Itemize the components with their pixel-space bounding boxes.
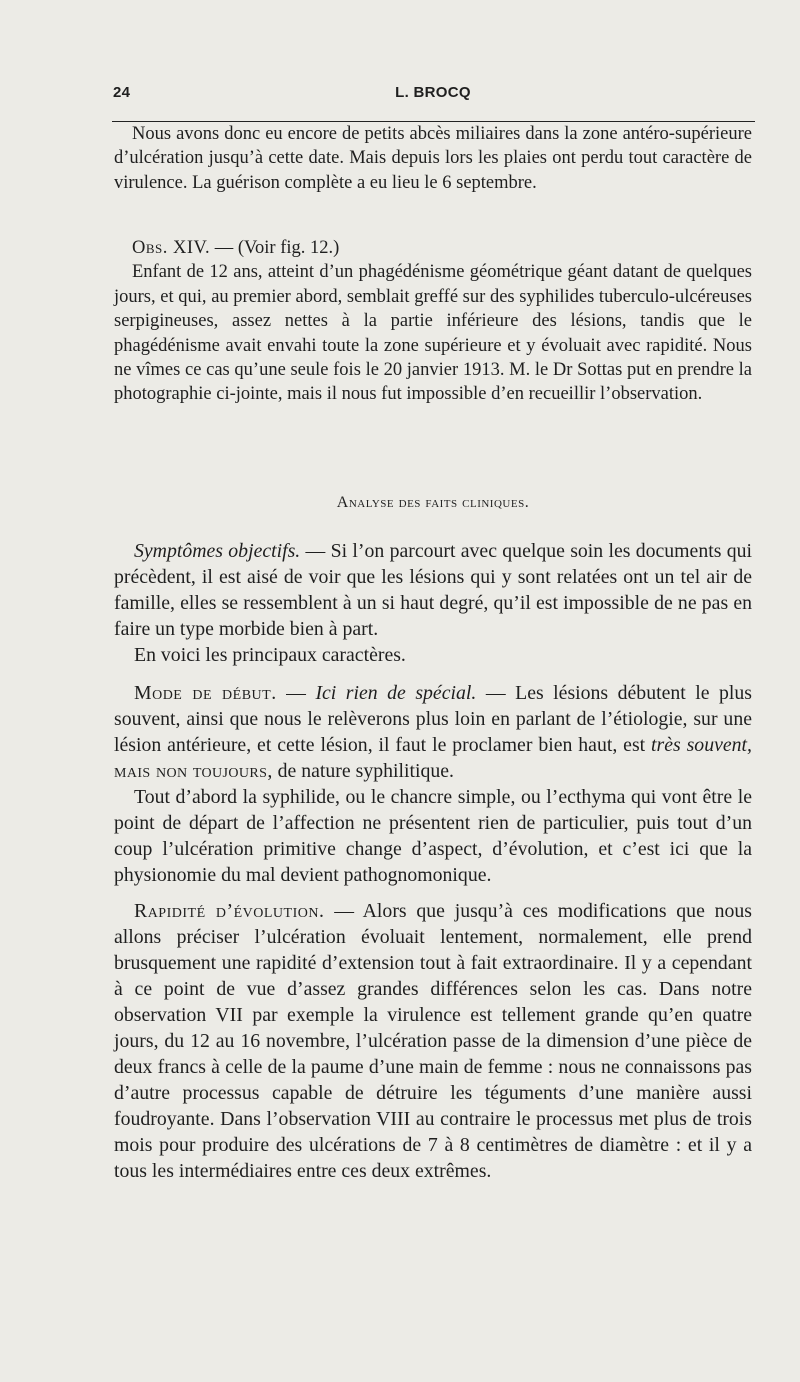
mode-debut-heading: Mode de début. [134,682,277,704]
observation-figure-ref: — (Voir fig. 12.) [210,238,340,258]
mode-debut-text1: — Les lésions débutent le plus souvent, ainsi que nous le relèverons plus loin en parlant de l’étiologie, sur une lésion antérieure, et cette lésion, il faut le proclamer bien haut, est [114,682,753,756]
page-header [113,84,753,114]
intro-paragraph: Nous avons donc eu encore de petits abcès miliaires dans la zone antéro-supérieure d’ulcération jusqu’à cette date. Mais depuis lors les plaies ont perdu tout caractère de virulence. La guérison complète a eu lieu le 6 septembre. [114,124,752,193]
running-head: L. BROCQ [395,84,471,101]
observation-block [114,236,752,407]
section-title [114,494,752,512]
observation-label: Obs. XIV. [132,238,211,258]
symptomes-text: — Si l’on parcourt avec quelque soin les documents qui précèdent, il est aisé de voir que les lésions qui y sont relatées ont un tel air de famille, elles se ressemblent à un si haut degré, qu’il est impossible de ne pas en faire un type morbide bien à part. [114,540,752,640]
mode-debut-paragraph-2: Tout d’abord la syphilide, ou le chancre simple, ou l’ecthyma qui vont être le point de départ de l’affection ne présentent rien de particulier, puis tout d’un coup l’ulcération primitive change d’aspect, d’évolution, et c’est ici que la physionomie du mal devient pathognomonique. [114,786,752,886]
spacer [114,668,752,680]
symptomes-paragraph [114,538,752,642]
mode-debut-dash: — [276,682,316,704]
analysis-block [114,538,752,1184]
rapidite-text: — Alors que jusqu’à ces modifications que nous allons préciser l’ulcération évoluait lentement, normalement, elle prend brusquement une rapidité d’extension tout à fait extraordinaire. Il y a cependant à ce point de vue d’assez grandes différences selon les cas. Dans notre observation VII par exemple la virulence est tellement grande qu’en quatre jours, du 12 au 16 novembre, l’ulcération passe de la dimension d’une pièce de deux francs à celle de la paume d’une main de femme : nous ne connaissons pas d’autre processus capable de détruire les téguments d’une manière aussi foudroyante. Dans l’observation VIII au contraire le processus met plus de trois mois pour produire des ulcérations de 7 à 8 centimètres de diamètre : et il y a tous les intermédiaires entre ces deux extrêmes. [114,900,752,1182]
intro-block [114,122,752,195]
rapidite-paragraph [114,898,752,1184]
symptomes-lead: Symptômes objectifs. [134,540,301,562]
mode-debut-text2: de nature syphilitique. [272,760,454,782]
observation-paragraph: Enfant de 12 ans, atteint d’un phagédénisme géométrique géant datant de quelques jours, et qui, au premier abord, semblait greffé sur des syphilides tuberculo-ulcéreuses serpigineuses, assez nettes à la partie inférieure des lésions, tandis que le phagédénisme avait envahi toute la zone supérieure et y évoluait avec rapidité. Nous ne vîmes ce cas qu’une seule fois le 20 janvier 1913. M. le Dr Sottas put en prendre la photographie ci-jointe, mais il nous fut impossible d’en recueillir l’observation. [114,262,752,405]
rapidite-heading: Rapidité d’évolution. [134,900,325,922]
observation-heading [114,236,752,260]
page-number: 24 [113,84,131,101]
symptomes-followup: En voici les principaux caractères. [134,644,406,666]
mode-debut-paragraph [114,680,752,784]
mode-debut-italic: Ici rien de spécial. [315,682,477,704]
spacer [114,888,752,898]
mode-debut-emphasis: très souvent, [651,734,752,756]
mode-debut-smallcaps: mais non toujours, [114,760,273,782]
section-title-text: Analyse des faits cliniques. [336,494,530,511]
